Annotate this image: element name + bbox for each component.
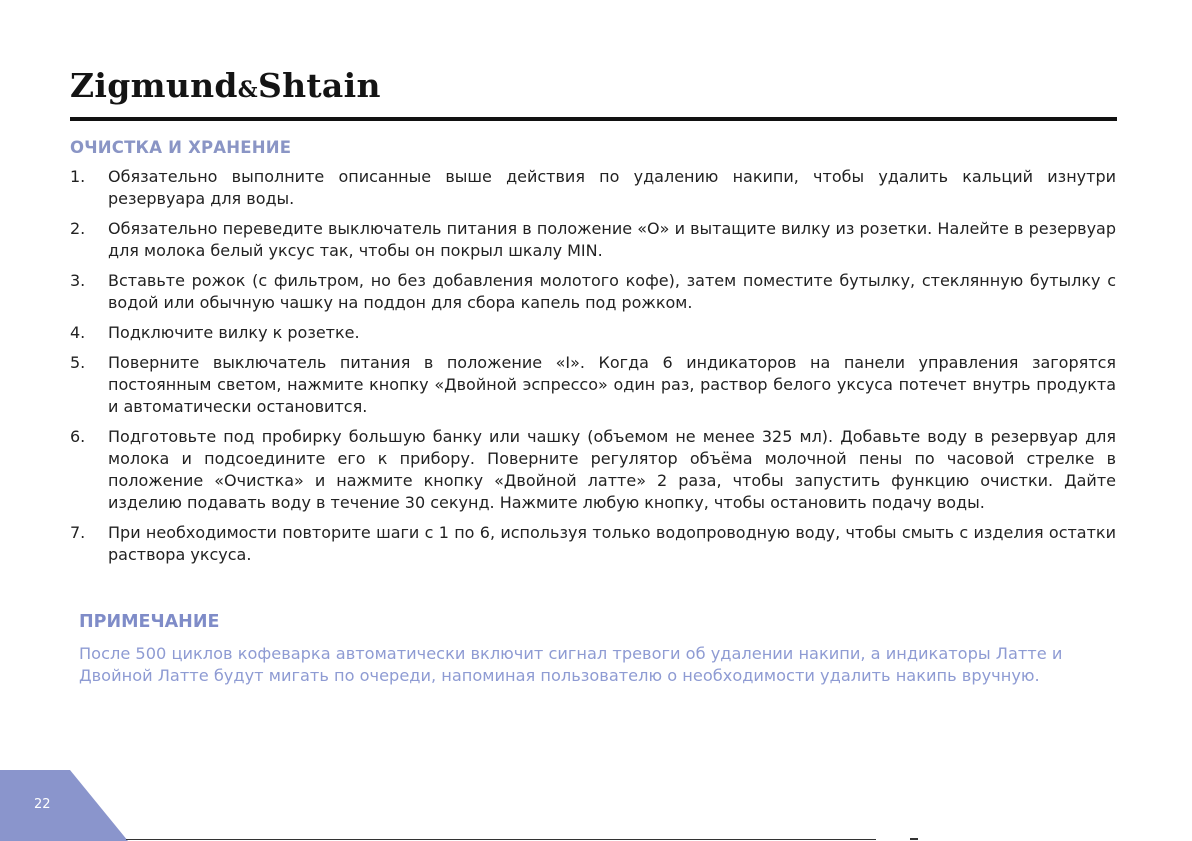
step-number: 2. <box>70 219 86 238</box>
step-number: 5. <box>70 353 86 372</box>
brand-logo <box>70 66 381 105</box>
list-item <box>70 166 1116 210</box>
note-text: После 500 циклов кофеварка автоматически включит сигнал тревоги об удалении накипи, а индикаторы Латте и Двойной Латте будут мигать по очереди, напоминая пользователю о необходимости удалить накипь вручную. <box>79 644 1063 685</box>
list-item <box>70 270 1116 314</box>
step-number: 4. <box>70 323 86 342</box>
list-item <box>70 352 1116 418</box>
page-number-tab <box>0 770 128 841</box>
note-title: ПРИМЕЧАНИЕ <box>79 612 220 632</box>
brand-name-left: Zigmund <box>70 66 238 105</box>
step-text: Подготовьте под пробирку большую банку или чашку (объемом не менее 325 мл). Добавьте воду в резервуар для молока и подсоедините его к прибору. Поверните регулятор объёма молочной пены по часовой стрелке в положение «Очистка» и нажмите кнопку «Двойной латте» 2 раза, чтобы запустить функцию очистки. Дайте изделию подавать воду в течение 30 секунд. Нажмите любую кнопку, чтобы остановить подачу воды. <box>108 427 1116 512</box>
step-number: 1. <box>70 167 86 186</box>
cleaning-steps-list <box>70 166 1116 574</box>
list-item <box>70 426 1116 514</box>
header-divider <box>70 117 1117 121</box>
step-text: При необходимости повторите шаги с 1 по 6, используя только водопроводную воду, чтобы смыть с изделия остатки раствора уксуса. <box>108 523 1116 564</box>
step-number: 3. <box>70 271 86 290</box>
list-item <box>70 322 1116 344</box>
footer-divider <box>126 839 876 840</box>
step-text: Обязательно выполните описанные выше действия по удалению накипи, чтобы удалить кальций изнутри резервуара для воды. <box>108 167 1116 208</box>
step-text: Поверните выключатель питания в положение «I». Когда 6 индикаторов на панели управления загорятся постоянным светом, нажмите кнопку «Двойной эспрессо» один раз, раствор белого уксуса потечет внутрь продукта и автоматически остановится. <box>108 353 1116 416</box>
step-text: Вставьте рожок (с фильтром, но без добавления молотого кофе), затем поместите бутылку, стеклянную бутылку с водой или обычную чашку на поддон для сбора капель под рожком. <box>108 271 1116 312</box>
step-number: 6. <box>70 427 86 446</box>
list-item <box>70 522 1116 566</box>
step-text: Подключите вилку к розетке. <box>108 323 360 342</box>
step-text: Обязательно переведите выключатель питания в положение «O» и вытащите вилку из розетки. Налейте в резервуар для молока белый уксус так, чтобы он покрыл шкалу MIN. <box>108 219 1116 260</box>
footer-mark <box>910 838 918 840</box>
page-number: 22 <box>34 797 51 812</box>
list-item <box>70 218 1116 262</box>
brand-ampersand: & <box>237 77 258 103</box>
brand-name-right: Shtain <box>257 66 381 105</box>
section-title: ОЧИСТКА И ХРАНЕНИЕ <box>70 138 292 157</box>
step-number: 7. <box>70 523 86 542</box>
